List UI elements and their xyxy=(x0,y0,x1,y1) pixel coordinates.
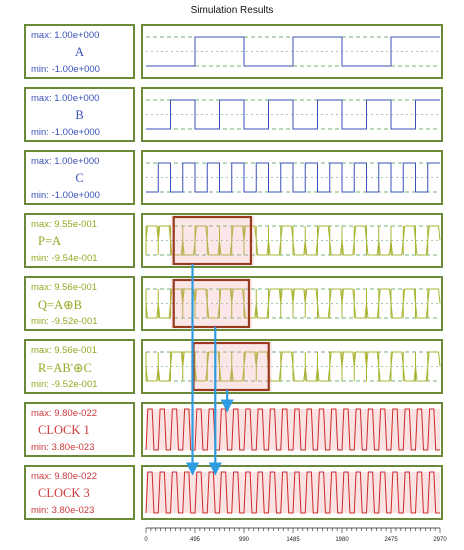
signal-name: Q=A⊕B xyxy=(38,298,82,312)
x-tick-label: 2970 xyxy=(433,537,447,543)
max-label: max: 9.55e-001 xyxy=(31,219,98,230)
x-tick-label: 1485 xyxy=(286,537,300,543)
x-tick-label: 1980 xyxy=(335,537,349,543)
min-label: min: -9.54e-001 xyxy=(31,253,98,264)
signal-name: CLOCK 3 xyxy=(38,486,90,500)
min-label: min: 3.80e-023 xyxy=(31,442,95,453)
signal-name: CLOCK 1 xyxy=(38,423,90,437)
max-label: max: 9.56e-001 xyxy=(31,345,98,356)
max-label: max: 9.56e-001 xyxy=(31,282,98,293)
signal-name: R=AB'⊕C xyxy=(38,361,92,375)
chart-title: Simulation Results xyxy=(190,5,274,16)
x-tick-label: 495 xyxy=(189,537,201,543)
signal-name: A xyxy=(74,45,85,59)
min-label: min: 3.80e-023 xyxy=(31,505,95,516)
max-label: max: 1.00e+000 xyxy=(31,156,100,167)
min-label: min: -1.00e+000 xyxy=(31,190,100,201)
min-label: min: -1.00e+000 xyxy=(31,64,100,75)
x-tick-label: 2475 xyxy=(384,537,398,543)
x-tick-label: 0 xyxy=(144,537,148,543)
signal-name: C xyxy=(75,171,84,185)
max-label: max: 1.00e+000 xyxy=(31,93,100,104)
min-label: min: -9.52e-001 xyxy=(31,316,98,327)
min-label: min: -1.00e+000 xyxy=(31,127,100,138)
signal-name: P=A xyxy=(38,234,62,248)
max-label: max: 1.00e+000 xyxy=(31,30,100,41)
max-label: max: 9.80e-022 xyxy=(31,408,98,419)
min-label: min: -9.52e-001 xyxy=(31,379,98,390)
x-tick-label: 990 xyxy=(238,537,250,543)
signal-name: B xyxy=(75,108,84,122)
max-label: max: 9.80e-022 xyxy=(31,471,98,482)
